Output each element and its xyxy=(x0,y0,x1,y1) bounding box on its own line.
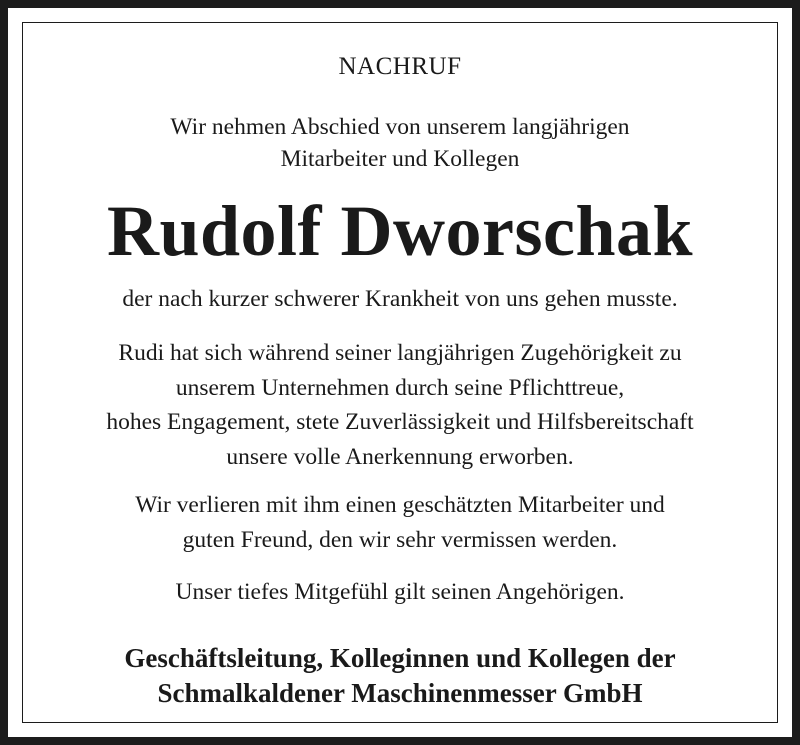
intro-line: Mitarbeiter und Kollegen xyxy=(280,146,520,172)
passing-statement: der nach kurzer schwerer Krankheit von uns gehen musste. xyxy=(122,286,678,312)
intro-line: Wir nehmen Abschied von unserem langjährigen xyxy=(170,114,630,140)
loss-line: Wir verlieren mit ihm einen geschätzten Mitarbeiter und xyxy=(135,492,665,518)
sympathy-line: Unser tiefes Mitgefühl gilt seinen Angehörigen. xyxy=(175,579,625,605)
tribute-line: Rudi hat sich während seiner langjährigen Zugehörigkeit zu xyxy=(118,340,682,366)
notice-heading: NACHRUF xyxy=(338,53,462,80)
loss-line: guten Freund, den wir sehr vermissen werden. xyxy=(182,526,618,553)
tribute-line: unserem Unternehmen durch seine Pflichttreue, xyxy=(175,374,625,401)
signature-line: Geschäftsleitung, Kolleginnen und Kollegen der xyxy=(124,643,676,673)
tribute-paragraph xyxy=(0,336,800,474)
tribute-line: unsere volle Anerkennung erworben. xyxy=(226,443,574,470)
intro-paragraph xyxy=(0,111,800,175)
signature-line: Schmalkaldener Maschinenmesser GmbH xyxy=(157,678,643,708)
tribute-line: hohes Engagement, stete Zuverlässigkeit und Hilfsbereitschaft xyxy=(106,409,694,435)
signature-block xyxy=(0,641,800,711)
loss-paragraph xyxy=(0,488,800,557)
deceased-name: Rudolf Dworschak xyxy=(106,191,694,271)
